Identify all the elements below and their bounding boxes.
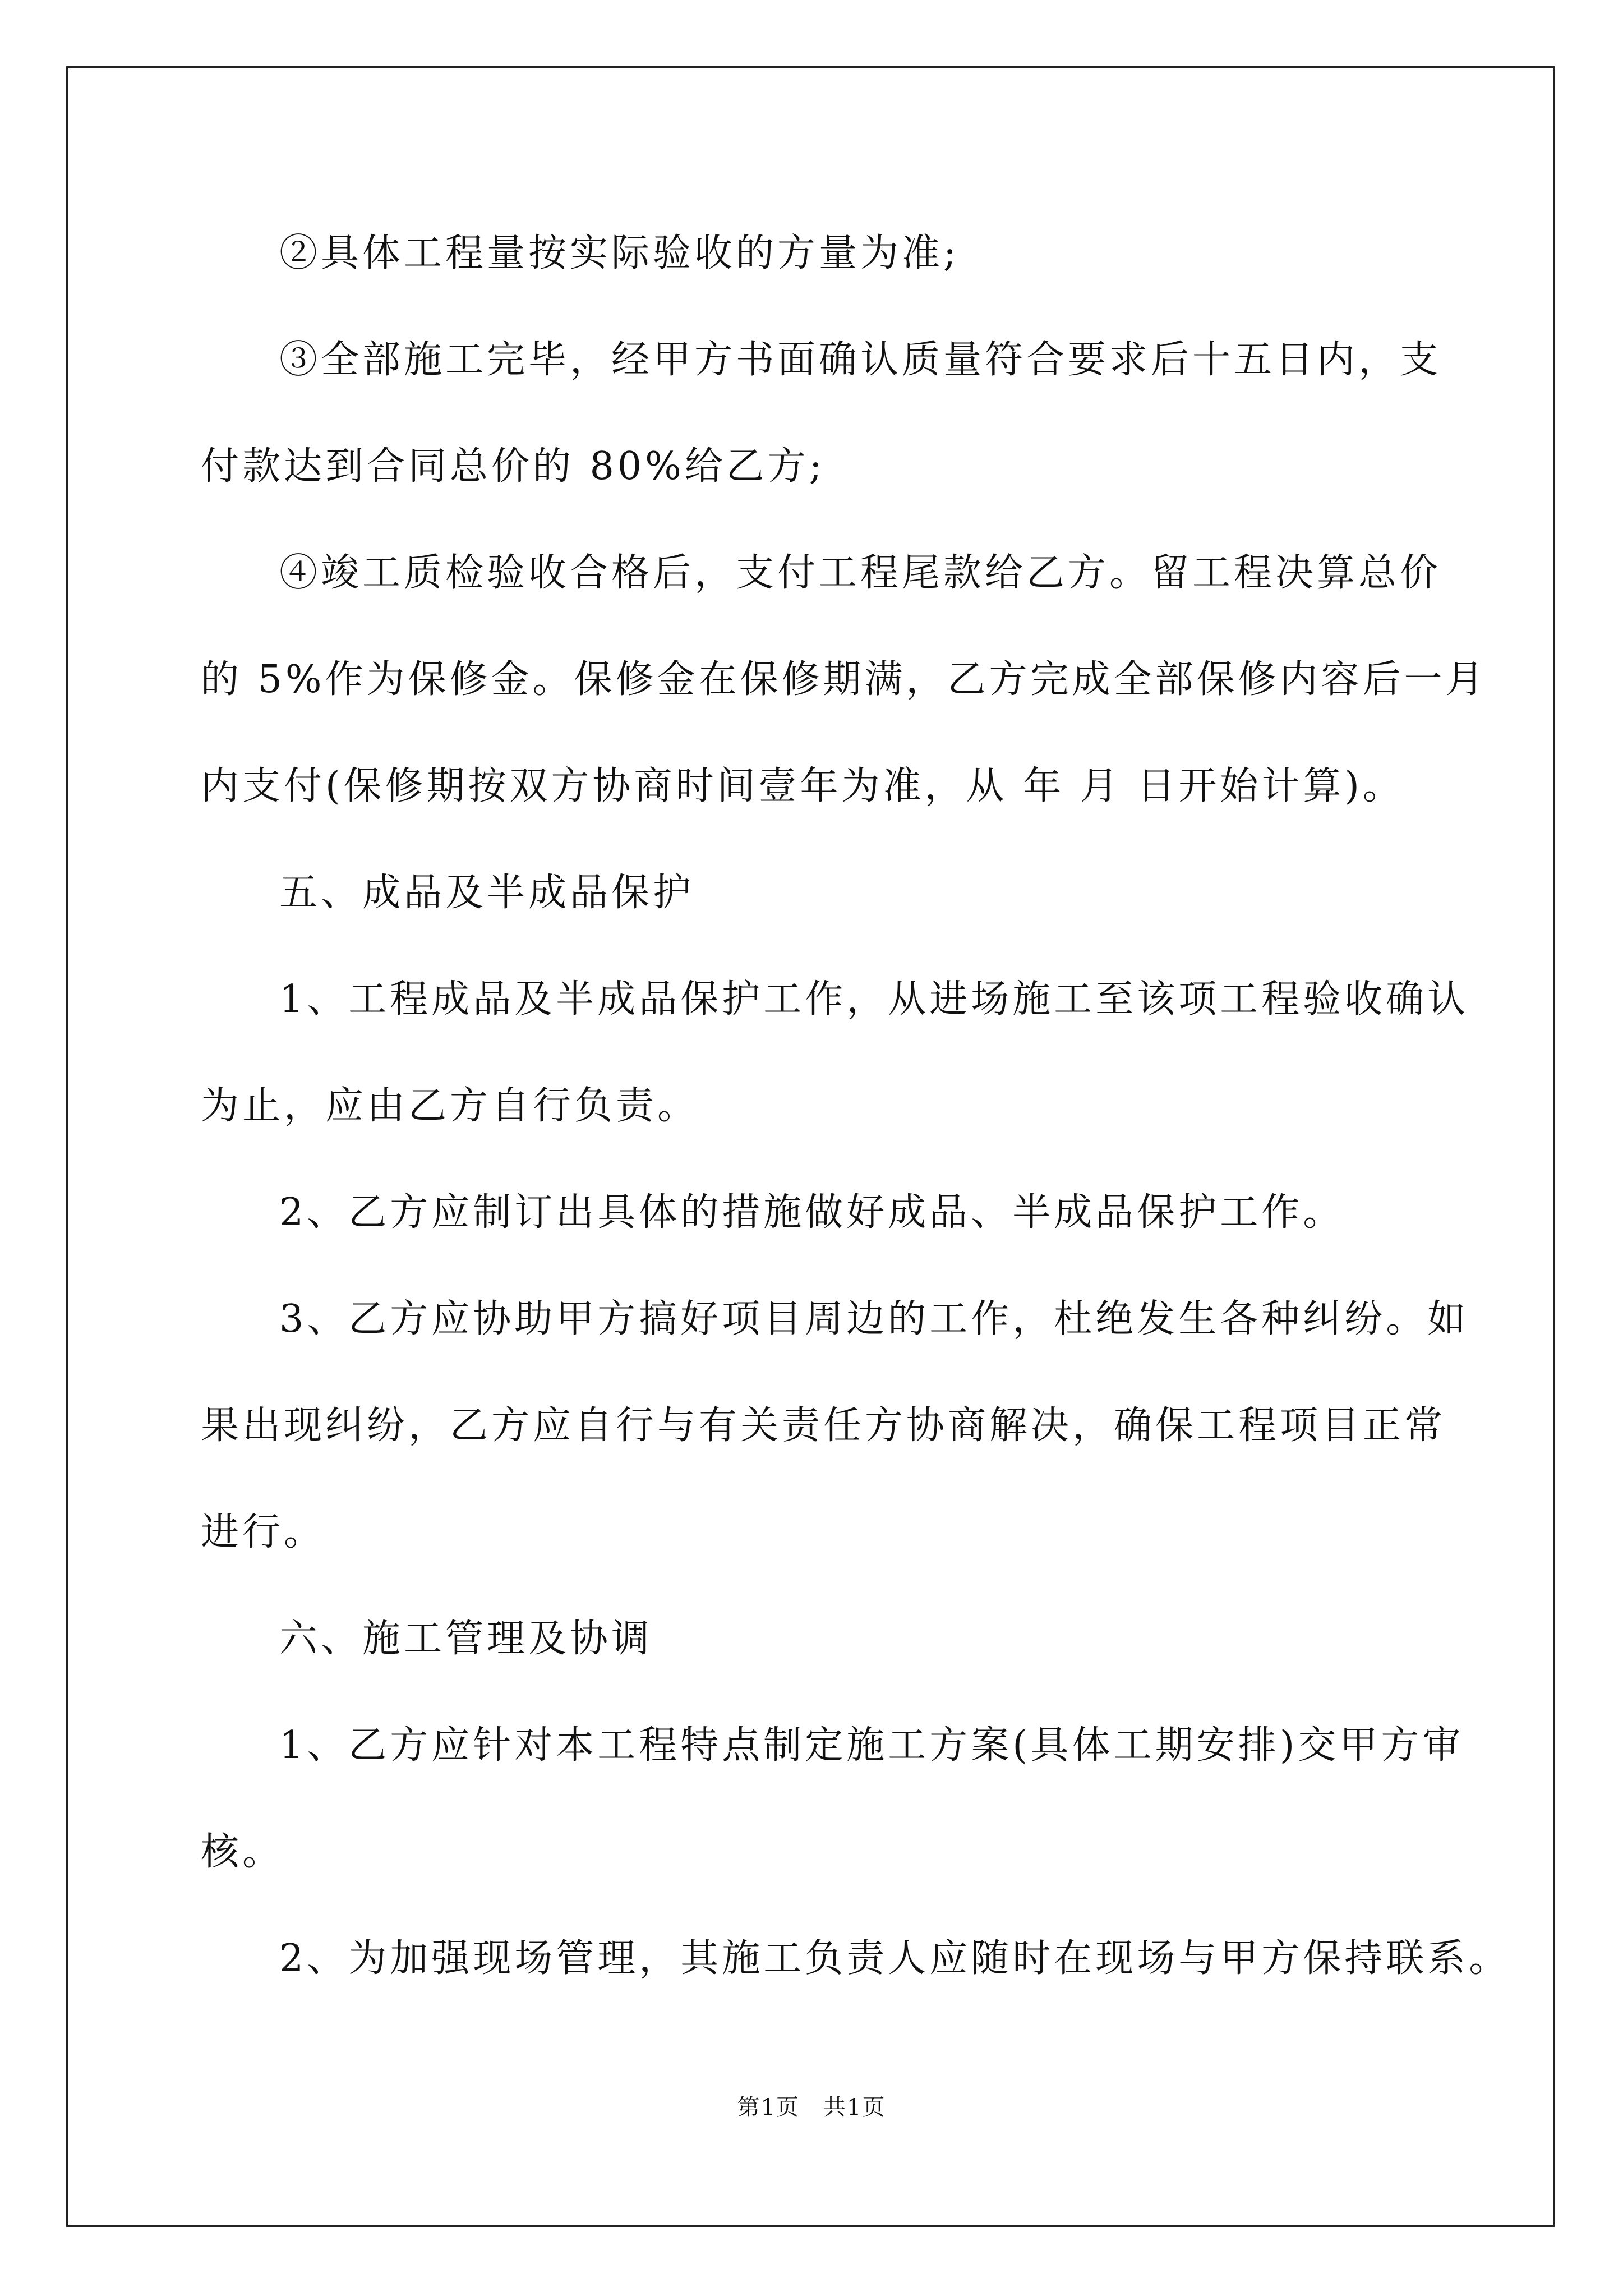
text-line-16: 核。 <box>201 1830 284 1874</box>
text-line-13: 进行。 <box>201 1510 326 1554</box>
text-line-9: 为止，应由乙方自行负责。 <box>201 1084 699 1128</box>
text-line-6: 内支付(保修期按双方协商时间壹年为准，从 年 月 日开始计算)。 <box>201 764 1404 808</box>
text-line-12: 果出现纠纷，乙方应自行与有关责任方协商解决，确保工程项目正常 <box>201 1404 1446 1448</box>
page-border <box>66 66 1555 2227</box>
text-line-11: 3、乙方应协助甲方搞好项目周边的工作，杜绝发生各种纠纷。如 <box>279 1297 1469 1341</box>
page-footer: 第1页 共1页 <box>737 2095 886 2120</box>
text-line-2: ③全部施工完毕，经甲方书面确认质量符合要求后十五日内，支 <box>279 338 1442 382</box>
text-line-17: 2、为加强现场管理，其施工负责人应随时在现场与甲方保持联系。 <box>279 1936 1511 1981</box>
section-heading-5: 五、成品及半成品保护 <box>279 871 695 915</box>
text-line-4: ④竣工质检验收合格后，支付工程尾款给乙方。留工程决算总价 <box>279 551 1442 595</box>
text-line-15: 1、乙方应针对本工程特点制定施工方案(具体工期安排)交甲方审 <box>279 1723 1464 1768</box>
section-heading-6: 六、施工管理及协调 <box>279 1617 653 1661</box>
text-line-3: 付款达到合同总价的 80%给乙方; <box>201 444 826 489</box>
text-line-8: 1、工程成品及半成品保护工作，从进场施工至该项工程验收确认 <box>279 977 1469 1022</box>
text-line-1: ②具体工程量按实际验收的方量为准; <box>279 231 960 275</box>
text-line-5: 的 5%作为保修金。保修金在保修期满，乙方完成全部保修内容后一月 <box>201 657 1487 702</box>
text-line-10: 2、乙方应制订出具体的措施做好成品、半成品保护工作。 <box>279 1190 1345 1235</box>
